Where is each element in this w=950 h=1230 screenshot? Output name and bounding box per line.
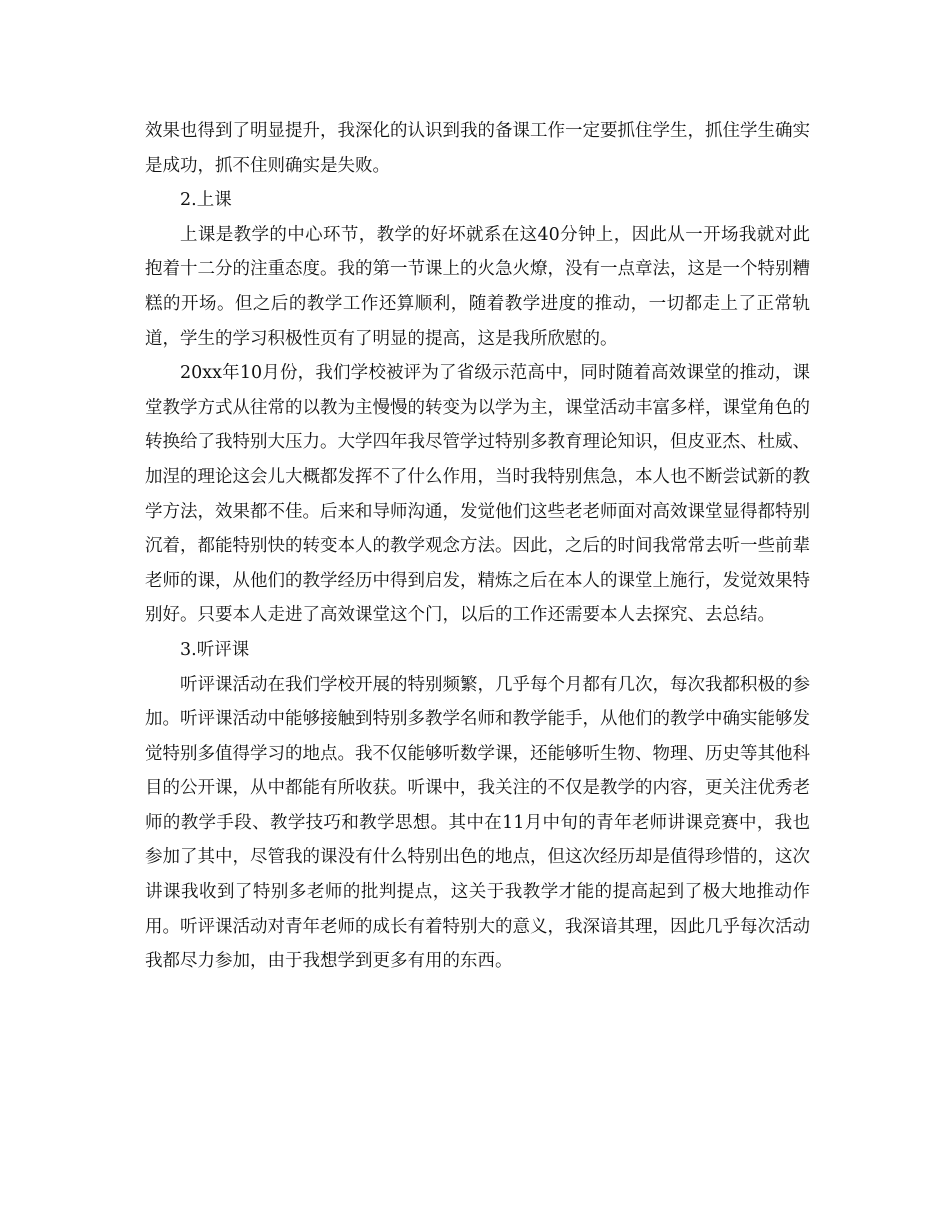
section-heading-lecture: 2.上课 xyxy=(180,190,232,211)
paragraph-observation: 听评课活动在我们学校开展的特别频繁，几乎每个月都有几次，每次我都积极的参加。听评课活动中能够接触到特别多教学名师和教学能手，从他们的教学中确实能够发觉特别多值得学习的地点。我不仅能够听数学课，还能够听生物、物理、历史等其他科目的公开课，从中都能有所收获。听课中，我关注的不仅是教学的内容，更关注优秀老师的教学手段、教学技巧和教学思想。其中在11月中旬的青年老师讲课竞赛中，我也参加了其中，尽管我的课没有什么特别出色的地点，但这次经历却是值得珍惜的，这次讲课我收到了特别多老师的批判提点，这关于我教学才能的提高起到了极大地推动作用。听评课活动对青年老师的成长有着特别大的意义，我深谙其理，因此几乎每次活动我都尽力参加，由于我想学到更多有用的东西。 xyxy=(145,674,810,972)
paragraph-lecture: 上课是教学的中心环节，教学的好坏就系在这40分钟上，因此从一开场我就对此抱着十二分的注重态度。我的第一节课上的火急火燎，没有一点章法，这是一个特别糟糕的开场。但之后的教学工作还算顺利，随着教学进度的推动，一切都走上了正常轨道，学生的学习积极性页有了明显的提高，这是我所欣慰的。 xyxy=(145,224,810,349)
section-heading-observation: 3.听评课 xyxy=(180,639,250,660)
paragraph-efficient-classroom: 20xx年10月份，我们学校被评为了省级示范高中，同时随着高效课堂的推动，课堂教学方式从往常的以教为主慢慢的转变为以学为主，课堂活动丰富多样，课堂角色的转换给了我特别大压力。大学四年我尽管学过特别多教育理论知识，但皮亚杰、杜威、加涅的理论这会儿大概都发挥不了什么作用，当时我特别焦急，本人也不断尝试新的教学方法，效果都不佳。后来和导师沟通，发觉他们这些老老师面对高效课堂显得都特别沉着，都能特别快的转变本人的教学观念方法。因此，之后的时间我常常去听一些前辈老师的课，从他们的教学经历中得到启发，精炼之后在本人的课堂上施行，发觉效果特别好。只要本人走进了高效课堂这个门，以后的工作还需要本人去探究、去总结。 xyxy=(145,363,810,626)
document-body xyxy=(145,114,810,979)
paragraph-continuation: 效果也得到了明显提升，我深化的认识到我的备课工作一定要抓住学生，抓住学生确实是成功，抓不住则确实是失败。 xyxy=(145,121,810,176)
